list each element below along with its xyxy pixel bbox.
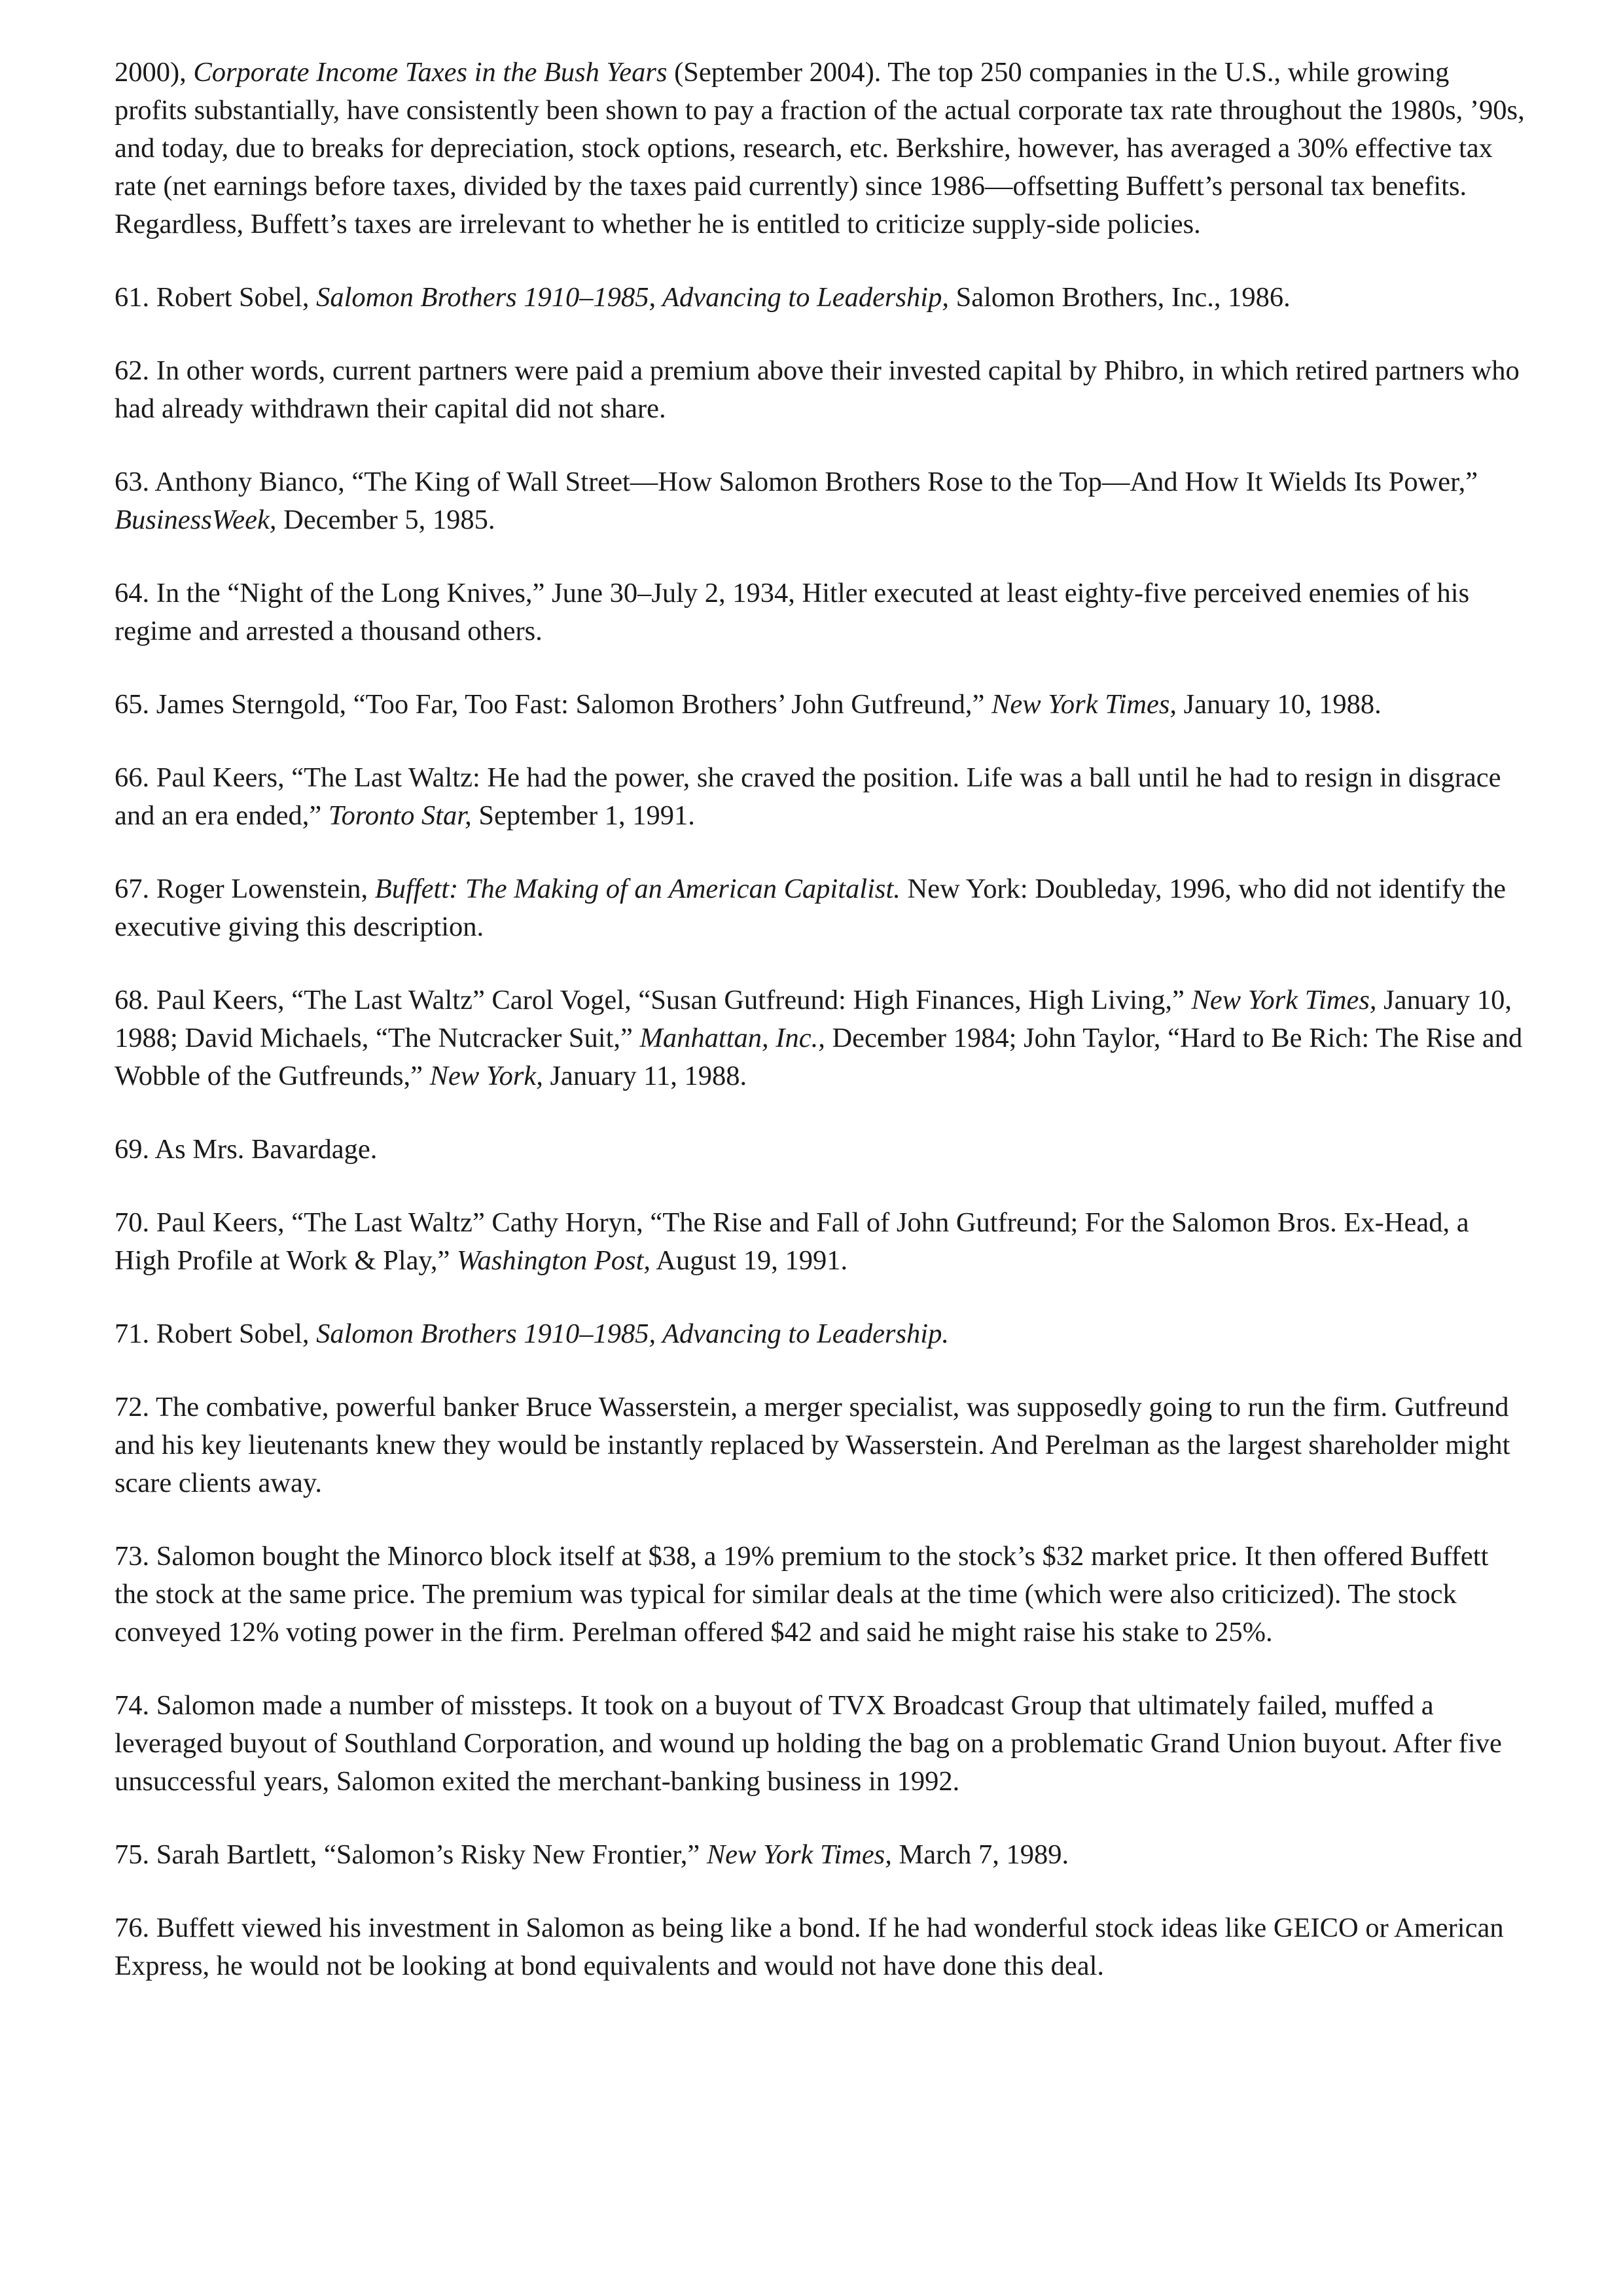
endnote-73 [115, 1538, 1528, 1651]
note-text: December 5, 1985. [276, 504, 495, 535]
note-text: 66. Paul Keers, “The Last Waltz: He had the power, she craved the position. Life was a ball until he had to resign in disgrace and an era ended,” [115, 762, 1501, 831]
note-text: 61. Robert Sobel, [115, 282, 317, 313]
endnote-66 [115, 759, 1528, 835]
note-text: January 11, 1988. [543, 1061, 747, 1091]
note-text: 62. In other words, current partners were paid a premium above their invested capital by Phibro, in which retired partners who had already withdrawn their capital did not share. [115, 355, 1520, 424]
endnote-76 [115, 1909, 1528, 1985]
note-text: August 19, 1991. [651, 1245, 848, 1276]
note-title-italic: Salomon Brothers 1910–1985, Advancing to Leadership. [316, 1318, 949, 1349]
note-text: 76. Buffett viewed his investment in Salomon as being like a bond. If he had wonderful stock ideas like GEICO or American Express, he would not be looking at bond equivalents and would not have done this deal. [115, 1913, 1504, 1981]
note-title-italic: New York Times, [706, 1839, 892, 1870]
endnote-70 [115, 1204, 1528, 1280]
note-text: December 1984; John Taylor, “Hard to Be Rich: The Rise and Wobble of the Gutfreunds,” [115, 1023, 1523, 1091]
endnote-62 [115, 352, 1528, 428]
endnote-63 [115, 463, 1528, 539]
endnotes-page [115, 54, 1528, 1985]
note-title-italic: New York Times, [991, 689, 1177, 720]
note-text: 64. In the “Night of the Long Knives,” June 30–July 2, 1934, Hitler executed at least eighty-five perceived enemies of his regime and arrested a thousand others. [115, 578, 1470, 646]
note-text: 63. Anthony Bianco, “The King of Wall Street—How Salomon Brothers Rose to the Top—And How It Wields Its Power,” [115, 467, 1478, 497]
note-title-italic: Corporate Income Taxes in the Bush Years [193, 57, 668, 88]
note-text: Salomon Brothers, Inc., 1986. [948, 282, 1291, 313]
note-title-italic: New York Times, [1191, 985, 1377, 1016]
note-text: March 7, 1989. [891, 1839, 1069, 1870]
endnote-69 [115, 1131, 1528, 1169]
note-title-italic: Washington Post, [457, 1245, 651, 1276]
endnote-68 [115, 981, 1528, 1095]
endnote-continuation [115, 54, 1528, 243]
endnote-65 [115, 686, 1528, 724]
note-text: September 1, 1991. [471, 800, 695, 831]
note-text: 72. The combative, powerful banker Bruce Wasserstein, a merger specialist, was supposedly going to run the firm. Gutfreund and his key lieutenants knew they would be instantly replaced by Wasserstein. And Perelman as the largest shareholder might scare clients away. [115, 1392, 1510, 1498]
note-text: 70. Paul Keers, “The Last Waltz” Cathy Horyn, “The Rise and Fall of John Gutfreund; For the Salomon Bros. Ex-Head, a High Profile at Work & Play,” [115, 1207, 1469, 1276]
note-text: January 10, 1988. [1177, 689, 1382, 720]
note-text: New York: Doubleday, 1996, who did not identify the executive giving this description. [115, 874, 1506, 942]
note-text: 2000), [115, 57, 194, 88]
note-text: January 10, 1988; David Michaels, “The Nutcracker Suit,” [115, 985, 1512, 1053]
note-text: 74. Salomon made a number of missteps. It took on a buyout of TVX Broadcast Group that ultimately failed, muffed a leveraged buyout of Southland Corporation, and wound up holding the bag on a problematic Grand Union buyout. After five unsuccessful years, Salomon exited the merchant-banking business in 1992. [115, 1690, 1502, 1797]
endnote-74 [115, 1687, 1528, 1801]
note-text: 75. Sarah Bartlett, “Salomon’s Risky New Frontier,” [115, 1839, 707, 1870]
note-text: 71. Robert Sobel, [115, 1318, 317, 1349]
endnote-67 [115, 870, 1528, 946]
endnote-64 [115, 574, 1528, 650]
note-title-italic: Manhattan, Inc., [639, 1023, 825, 1053]
note-title-italic: Salomon Brothers 1910–1985, Advancing to Leadership, [316, 282, 949, 313]
endnote-61 [115, 279, 1528, 317]
note-title-italic: Buffett: The Making of an American Capitalist. [374, 874, 901, 904]
note-text: 68. Paul Keers, “The Last Waltz” Carol Vogel, “Susan Gutfreund: High Finances, High Living,” [115, 985, 1192, 1016]
note-text: 73. Salomon bought the Minorco block itself at $38, a 19% premium to the stock’s $32 market price. It then offered Buffett the stock at the same price. The premium was typical for similar deals at the time (which were also criticized). The stock conveyed 12% voting power in the firm. Perelman offered $42 and said he might raise his stake to 25%. [115, 1541, 1489, 1648]
note-title-italic: BusinessWeek, [115, 504, 277, 535]
note-text: 69. As Mrs. Bavardage. [115, 1134, 378, 1165]
endnote-75 [115, 1836, 1528, 1874]
note-text: (September 2004). The top 250 companies in the U.S., while growing profits substantially, have consistently been shown to pay a fraction of the actual corporate tax rate throughout the 1980s, ’90s, and today, due to breaks for depreciation, stock options, research, etc. Berkshire, however, has averaged a 30% effective tax rate (net earnings before taxes, divided by the taxes paid currently) since 1986—offsetting Buffett’s personal tax benefits. Regardless, Buffett’s taxes are irrelevant to whether he is entitled to criticize supply-side policies. [115, 57, 1525, 239]
note-text: 65. James Sterngold, “Too Far, Too Fast: Salomon Brothers’ John Gutfreund,” [115, 689, 991, 720]
note-title-italic: New York, [429, 1061, 543, 1091]
note-title-italic: Toronto Star, [328, 800, 472, 831]
endnote-72 [115, 1388, 1528, 1502]
endnote-71 [115, 1315, 1528, 1353]
note-text: 67. Roger Lowenstein, [115, 874, 375, 904]
